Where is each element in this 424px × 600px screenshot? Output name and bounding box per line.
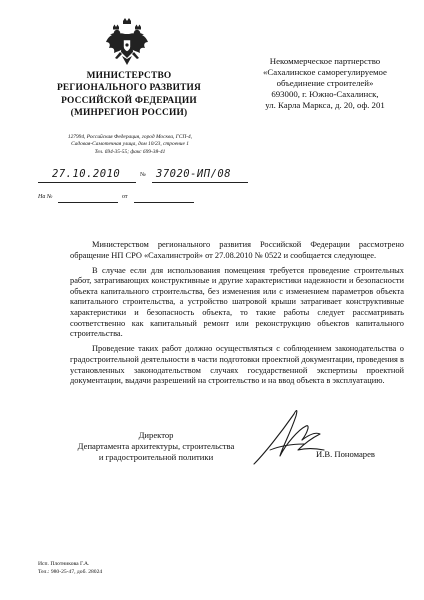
signatory-name: И.В. Пономарев <box>316 449 375 459</box>
signatory-title-line: Департамента архитектуры, строительства <box>77 441 235 451</box>
recipient-block <box>236 56 414 111</box>
address-line: 127994, Российская Федерация, город Москва, ГСП-4, <box>67 134 193 140</box>
body-paragraph: Министерством регионального развития Российской Федерации рассмотрено обращение НП СРО «Сахалинстрой» от 27.08.2010 № 0522 и сообщается следующее. <box>70 240 404 260</box>
number-field <box>152 168 248 183</box>
date-field <box>38 168 136 183</box>
signatory-title <box>56 430 256 463</box>
executor-line: Тел.: 980-25-47, доб. 28024 <box>38 569 103 575</box>
recipient-line: Некоммерческое партнерство <box>269 56 381 66</box>
number-handwritten: 37020-ИП/08 <box>156 168 232 180</box>
ministry-line: РЕГИОНАЛЬНОГО РАЗВИТИЯ <box>57 83 201 94</box>
ministry-line: РОССИЙСКОЙ ФЕДЕРАЦИИ <box>61 95 197 106</box>
recipient-line: «Сахалинское саморегулируемое <box>263 67 387 77</box>
ministry-name <box>40 70 218 120</box>
recipient-line: ул. Карла Маркса, д. 20, оф. 201 <box>265 100 385 110</box>
reference-line <box>38 192 248 206</box>
letter-body <box>70 240 404 391</box>
executor-line: Исп. Плотникова Г.А. <box>38 561 90 567</box>
handwritten-signature-icon <box>250 404 328 472</box>
ministry-address <box>44 134 216 156</box>
signatory-title-line: и градостроительной политики <box>98 452 214 462</box>
number-label: № <box>140 172 146 178</box>
reference-date-field <box>134 202 194 203</box>
double-headed-eagle-icon <box>105 18 149 66</box>
registration-line <box>38 168 248 182</box>
reference-label: На № <box>38 194 53 200</box>
ministry-line: (МИНРЕГИОН РОССИИ) <box>70 108 188 119</box>
date-handwritten: 27.10.2010 <box>52 168 121 180</box>
body-paragraph: Проведение таких работ должно осуществляться с соблюдением законодательства о градостроительной деятельности в части подготовки проектной документации, проведения в установленных законодательством случаях государственной экспертизы проектной документации, выдачи разрешений на строительство и на ввод объекта в эксплуатацию. <box>70 344 404 386</box>
ministry-line: МИНИСТЕРСТВО <box>86 71 172 81</box>
executor-info <box>38 560 102 576</box>
reference-number-field <box>58 202 118 203</box>
recipient-line: 693000, г. Южно-Сахалинск, <box>271 89 379 99</box>
signatory-title-line: Директор <box>138 430 174 440</box>
address-line: Садовая-Самотечная улица, дом 10/23, строение 1 <box>71 141 189 148</box>
address-line: Тел. 694-35-55; факс 699-38-41 <box>94 148 166 155</box>
recipient-line: объединение строителей» <box>276 78 374 88</box>
body-paragraph: В случае если для использования помещения требуется проведение строительных работ, затрагивающих конструктивные и другие характеристики надежности и безопасности объекта капитального строительства, без изменения или с изменением параметров объекта капитального строительства, а устройство шатровой крыши затрагивает конструктивные характеристики и безопасность объекта, то такие работы следует рассматривать соответственно как капитальный ремонт или реконструкцию объектов капитального строительства. <box>70 265 404 339</box>
reference-from-label: от <box>122 194 128 200</box>
